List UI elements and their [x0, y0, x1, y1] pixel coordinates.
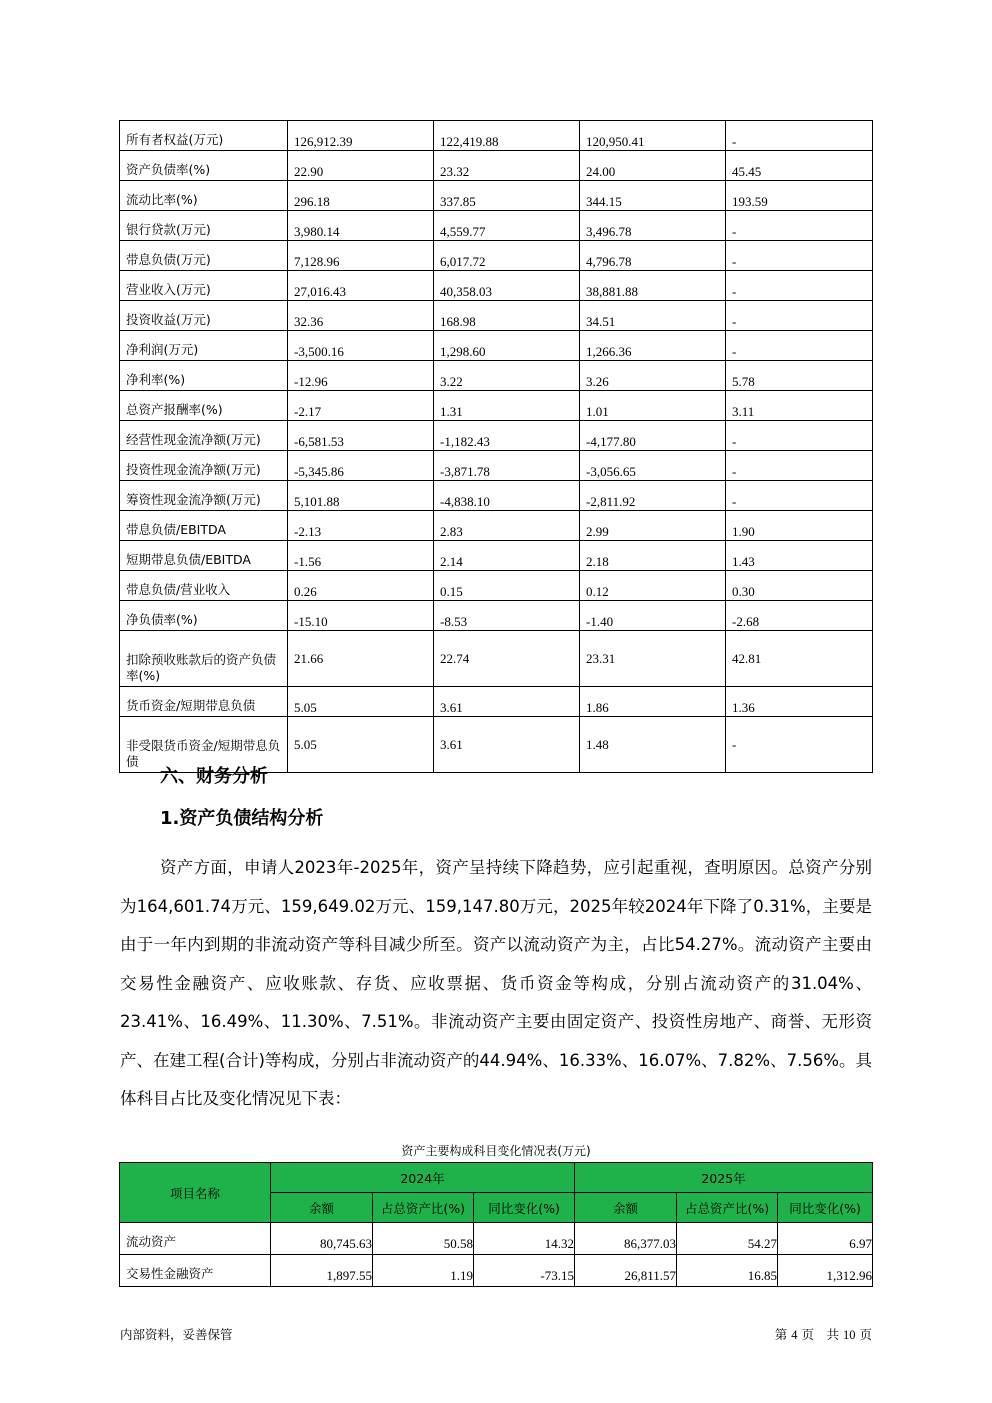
metrics-row	[120, 271, 873, 301]
year1-header: 2024年	[271, 1163, 575, 1193]
metric-value: -4,177.80	[580, 421, 726, 451]
asset-label: 交易性金融资产	[120, 1255, 271, 1287]
metric-value: -	[726, 331, 873, 361]
metric-label: 扣除预收账款后的资产负债率(%)	[120, 631, 288, 687]
asset-value: 1,897.55	[271, 1255, 373, 1287]
metric-value: 4,796.78	[580, 241, 726, 271]
asset-value: -73.15	[474, 1255, 575, 1287]
metric-value: 1.31	[434, 391, 580, 421]
metric-label: 银行贷款(万元)	[120, 211, 288, 241]
metric-value: 1.43	[726, 541, 873, 571]
metric-value: -	[726, 301, 873, 331]
metric-value: 24.00	[580, 151, 726, 181]
asset-row	[120, 1223, 873, 1255]
metrics-row	[120, 331, 873, 361]
metric-value: -	[726, 211, 873, 241]
metric-value: -	[726, 481, 873, 511]
metric-value: 126,912.39	[288, 121, 434, 151]
financial-metrics-table	[119, 120, 873, 773]
metrics-row	[120, 631, 873, 687]
metric-value: -3,871.78	[434, 451, 580, 481]
metrics-row	[120, 301, 873, 331]
metric-label: 营业收入(万元)	[120, 271, 288, 301]
asset-value: 6.97	[778, 1223, 873, 1255]
metric-value: 1,298.60	[434, 331, 580, 361]
asset-value: 16.85	[677, 1255, 778, 1287]
table-caption: 资产主要构成科目变化情况表(万元)	[401, 1144, 591, 1158]
metric-value: 4,559.77	[434, 211, 580, 241]
metric-value: 3,496.78	[580, 211, 726, 241]
metric-value: 3.26	[580, 361, 726, 391]
year2-header: 2025年	[575, 1163, 873, 1193]
section-subheading: 1.资产负债结构分析	[160, 808, 324, 829]
metric-value: 1,266.36	[580, 331, 726, 361]
metric-value: -	[726, 451, 873, 481]
sub-header: 余额	[575, 1193, 677, 1223]
metric-value: -1,182.43	[434, 421, 580, 451]
metric-value: 3.11	[726, 391, 873, 421]
sub-header: 占总资产比(%)	[373, 1193, 474, 1223]
metric-value: -	[726, 241, 873, 271]
metrics-row	[120, 571, 873, 601]
metric-label: 非受限货币资金/短期带息负债	[120, 717, 288, 773]
metric-value: 168.98	[434, 301, 580, 331]
metric-value: -	[726, 121, 873, 151]
metric-value: -8.53	[434, 601, 580, 631]
metric-value: 2.83	[434, 511, 580, 541]
metric-value: 1.90	[726, 511, 873, 541]
metric-value: -	[726, 271, 873, 301]
asset-value: 1,312.96	[778, 1255, 873, 1287]
metric-label: 流动比率(%)	[120, 181, 288, 211]
metric-value: 0.30	[726, 571, 873, 601]
metric-value: 1.36	[726, 687, 873, 717]
metric-value: 122,419.88	[434, 121, 580, 151]
metrics-row	[120, 601, 873, 631]
asset-row	[120, 1255, 873, 1287]
metrics-row	[120, 391, 873, 421]
metric-value: 1.01	[580, 391, 726, 421]
metric-value: 6,017.72	[434, 241, 580, 271]
metric-label: 投资性现金流净额(万元)	[120, 451, 288, 481]
metrics-row	[120, 421, 873, 451]
asset-value: 86,377.03	[575, 1223, 677, 1255]
metric-value: 2.14	[434, 541, 580, 571]
page-current: 4	[791, 1328, 798, 1342]
metric-value: -5,345.86	[288, 451, 434, 481]
metric-value: -2,811.92	[580, 481, 726, 511]
metric-label: 经营性现金流净额(万元)	[120, 421, 288, 451]
metric-value: 5.05	[288, 717, 434, 773]
metrics-row	[120, 451, 873, 481]
asset-value: 50.58	[373, 1223, 474, 1255]
metric-value: 0.12	[580, 571, 726, 601]
metric-value: -6,581.53	[288, 421, 434, 451]
page-total: 10	[843, 1328, 856, 1342]
metric-value: 34.51	[580, 301, 726, 331]
metric-label: 短期带息负债/EBITDA	[120, 541, 288, 571]
metric-value: -3,056.65	[580, 451, 726, 481]
sub-header: 同比变化(%)	[474, 1193, 575, 1223]
page-prefix: 第	[774, 1327, 788, 1342]
asset-value: 14.32	[474, 1223, 575, 1255]
metric-value: 0.15	[434, 571, 580, 601]
metric-label: 净利润(万元)	[120, 331, 288, 361]
metrics-row	[120, 181, 873, 211]
metric-value: 23.31	[580, 631, 726, 687]
metrics-row	[120, 481, 873, 511]
metrics-row	[120, 687, 873, 717]
metric-value: -12.96	[288, 361, 434, 391]
metric-value: -	[726, 421, 873, 451]
asset-label: 流动资产	[120, 1223, 271, 1255]
page-suffix: 页	[859, 1327, 872, 1342]
section-heading: 六、财务分析	[160, 766, 268, 787]
metric-label: 带息负债(万元)	[120, 241, 288, 271]
metric-value: 40,358.03	[434, 271, 580, 301]
metric-value: 45.45	[726, 151, 873, 181]
asset-value: 1.19	[373, 1255, 474, 1287]
metric-label: 所有者权益(万元)	[120, 121, 288, 151]
metric-value: 5.05	[288, 687, 434, 717]
metrics-row	[120, 361, 873, 391]
metric-label: 资产负债率(%)	[120, 151, 288, 181]
metric-value: -3,500.16	[288, 331, 434, 361]
asset-value: 54.27	[677, 1223, 778, 1255]
metric-value: -2.68	[726, 601, 873, 631]
asset-value: 80,745.63	[271, 1223, 373, 1255]
metric-value: 38,881.88	[580, 271, 726, 301]
metrics-row	[120, 241, 873, 271]
metrics-row	[120, 151, 873, 181]
metric-label: 筹资性现金流净额(万元)	[120, 481, 288, 511]
metric-value: 21.66	[288, 631, 434, 687]
metric-label: 带息负债/EBITDA	[120, 511, 288, 541]
page-number	[775, 1325, 872, 1343]
metric-value: 3.61	[434, 717, 580, 773]
metrics-row	[120, 121, 873, 151]
item-name-header: 项目名称	[120, 1163, 271, 1223]
metric-value: 5.78	[726, 361, 873, 391]
metric-label: 投资收益(万元)	[120, 301, 288, 331]
metric-value: 1.48	[580, 717, 726, 773]
metric-value: 120,950.41	[580, 121, 726, 151]
analysis-paragraph: 资产方面，申请人2023年-2025年，资产呈持续下降趋势，应引起重视，查明原因。总资产分别为164,601.74万元、159,649.02万元、159,147.80万元，2025年较2024年下降了0.31%，主要是由于一年内到期的非流动资产等科目减少所至。资产以流动资产为主，占比54.27%。流动资产主要由交易性金融资产、应收账款、存货、应收票据、货币资金等构成，分别占流动资产的31.04%、23.41%、16.49%、11.30%、7.51%。非流动资产主要由固定资产、投资性房地产、商誉、无形资产、在建工程(合计)等构成，分别占非流动资产的44.94%、16.33%、16.07%、7.82%、7.56%。具体科目占比及变化情况见下表：	[120, 858, 872, 1108]
metric-value: -4,838.10	[434, 481, 580, 511]
metric-value: 0.26	[288, 571, 434, 601]
metric-value: 3,980.14	[288, 211, 434, 241]
metric-value: -15.10	[288, 601, 434, 631]
metric-value: -2.17	[288, 391, 434, 421]
sub-header: 占总资产比(%)	[677, 1193, 778, 1223]
metric-value: 3.61	[434, 687, 580, 717]
asset-value: 26,811.57	[575, 1255, 677, 1287]
asset-composition-table	[119, 1162, 873, 1287]
metric-value: 27,016.43	[288, 271, 434, 301]
page-mid: 页 共	[801, 1327, 840, 1342]
metric-value: 32.36	[288, 301, 434, 331]
metric-value: 1.86	[580, 687, 726, 717]
metric-value: -1.40	[580, 601, 726, 631]
footer-confidential: 内部资料，妥善保管	[120, 1327, 233, 1342]
metric-value: 337.85	[434, 181, 580, 211]
metric-value: 5,101.88	[288, 481, 434, 511]
metric-value: 344.15	[580, 181, 726, 211]
metric-value: 22.90	[288, 151, 434, 181]
metrics-row	[120, 511, 873, 541]
metric-label: 净利率(%)	[120, 361, 288, 391]
metric-label: 带息负债/营业收入	[120, 571, 288, 601]
sub-header: 余额	[271, 1193, 373, 1223]
metric-value: 23.32	[434, 151, 580, 181]
metric-value: -2.13	[288, 511, 434, 541]
metric-value: -1.56	[288, 541, 434, 571]
metric-value: 42.81	[726, 631, 873, 687]
metric-value: 3.22	[434, 361, 580, 391]
metrics-row	[120, 541, 873, 571]
sub-header: 同比变化(%)	[778, 1193, 873, 1223]
metric-label: 货币资金/短期带息负债	[120, 687, 288, 717]
metric-value: 296.18	[288, 181, 434, 211]
metric-label: 净负债率(%)	[120, 601, 288, 631]
metric-label: 总资产报酬率(%)	[120, 391, 288, 421]
metrics-row	[120, 211, 873, 241]
metric-value: -	[726, 717, 873, 773]
metric-value: 2.18	[580, 541, 726, 571]
metric-value: 22.74	[434, 631, 580, 687]
metric-value: 7,128.96	[288, 241, 434, 271]
metric-value: 2.99	[580, 511, 726, 541]
metric-value: 193.59	[726, 181, 873, 211]
